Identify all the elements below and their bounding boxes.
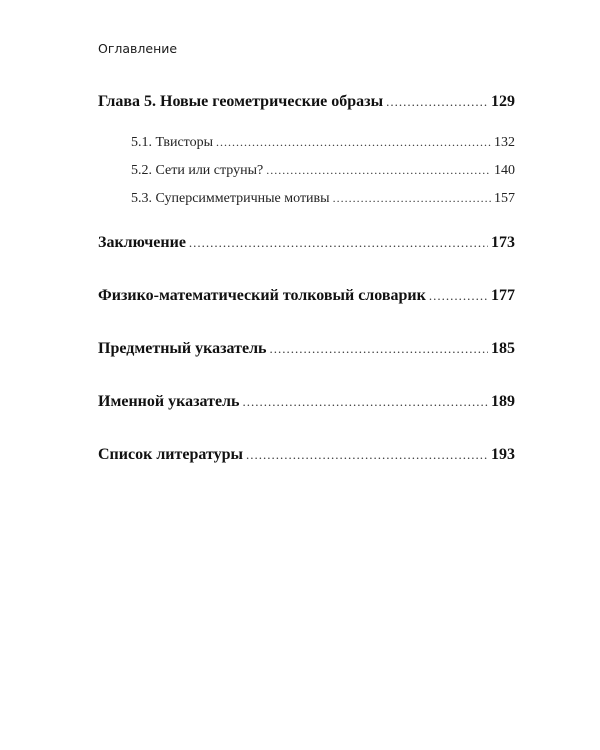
toc-entry-page: 129 <box>491 93 515 110</box>
dot-leader <box>243 385 489 418</box>
toc-entry-conclusion[interactable] <box>98 226 515 259</box>
toc-entry-subject-index[interactable] <box>98 332 515 365</box>
toc-entry-references[interactable] <box>98 438 515 471</box>
running-head: Оглавление <box>98 41 178 56</box>
toc-entry-name-index[interactable] <box>98 385 515 418</box>
toc-entry-title: Физико-математический толковый словарик <box>98 287 426 304</box>
toc-entry-section-5-3[interactable] <box>98 184 515 212</box>
dot-leader <box>270 332 488 365</box>
toc-entry-title: Именной указатель <box>98 393 240 410</box>
toc-entry-page: 177 <box>491 287 515 304</box>
dot-leader <box>189 226 488 259</box>
dot-leader <box>333 184 491 212</box>
toc-entry-page: 173 <box>491 234 515 251</box>
toc-entry-title: 5.3. Суперсимметричные мотивы <box>131 191 330 206</box>
toc-entry-page: 193 <box>491 446 515 463</box>
toc-entry-section-5-1[interactable] <box>98 128 515 156</box>
toc-entry-title: Список литературы <box>98 446 243 463</box>
toc-entry-page: 185 <box>491 340 515 357</box>
toc-entry-glossary[interactable] <box>98 279 515 312</box>
toc-entry-title: 5.2. Сети или струны? <box>131 163 264 178</box>
dot-leader <box>216 128 491 156</box>
toc-entry-chapter-5[interactable] <box>98 85 515 118</box>
toc-entry-title: Предметный указатель <box>98 340 267 357</box>
dot-leader <box>429 279 488 312</box>
toc-entry-page: 189 <box>491 393 515 410</box>
toc-entry-title: Заключение <box>98 234 186 251</box>
toc-entry-title: Глава 5. Новые геометрические образы <box>98 93 384 110</box>
table-of-contents <box>98 85 515 471</box>
toc-entry-section-5-2[interactable] <box>98 156 515 184</box>
toc-entry-title: 5.1. Твисторы <box>131 135 214 150</box>
dot-leader <box>246 438 488 471</box>
toc-entry-page: 132 <box>494 135 515 150</box>
toc-entry-page: 157 <box>494 191 515 206</box>
toc-entry-page: 140 <box>494 163 515 178</box>
dot-leader <box>266 156 491 184</box>
dot-leader <box>386 85 488 118</box>
